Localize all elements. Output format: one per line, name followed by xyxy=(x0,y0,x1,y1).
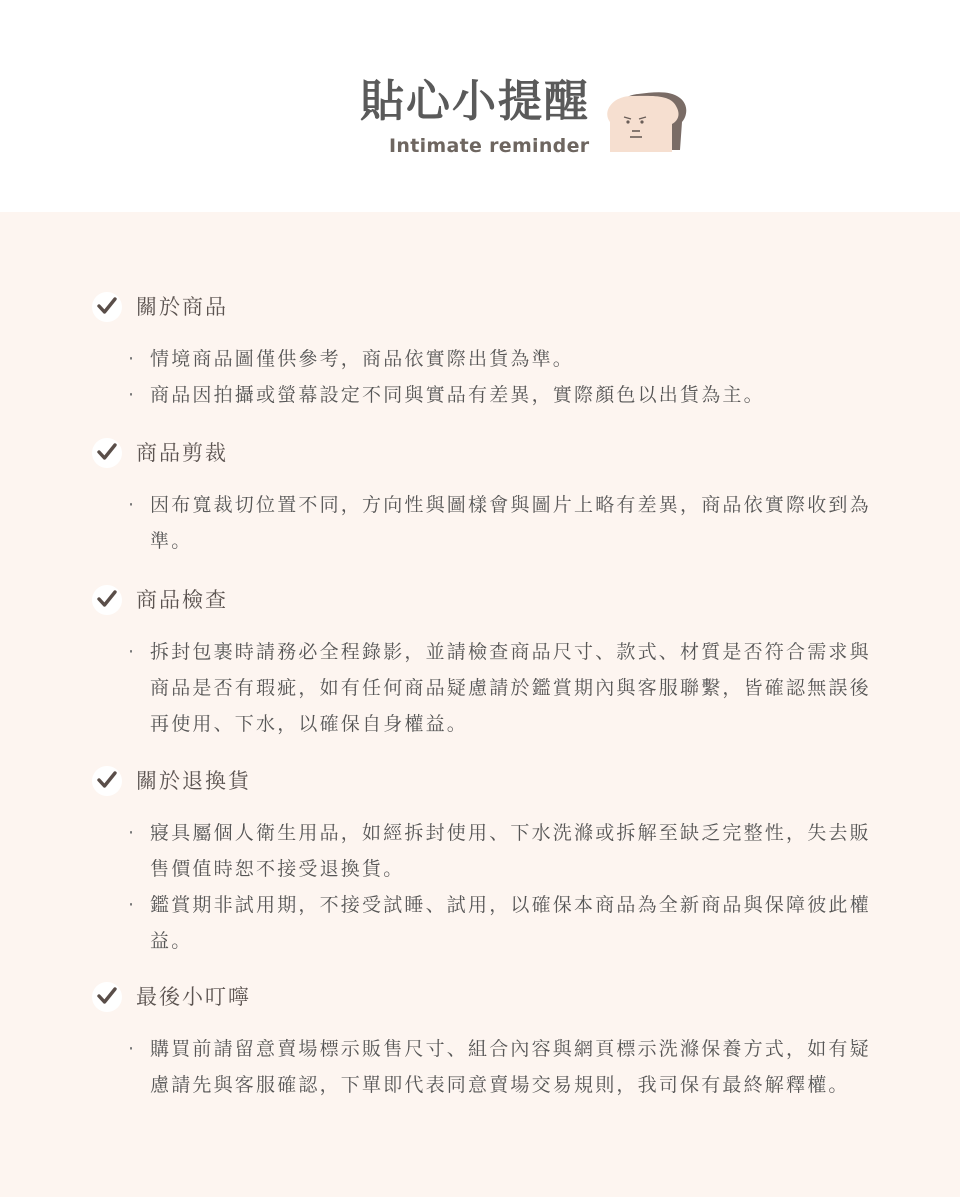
section-title: 關於商品 xyxy=(136,295,228,319)
section-about-product xyxy=(92,292,882,413)
check-icon xyxy=(92,292,122,322)
section-product-cutting xyxy=(92,438,882,559)
section-title: 關於退換貨 xyxy=(136,769,251,793)
header xyxy=(0,0,960,212)
reminder-content xyxy=(0,212,960,1197)
list-item: · 鑑賞期非試用期，不接受試睡、試用，以確保本商品為全新商品與保障彼此權益。 xyxy=(128,894,871,952)
section-returns xyxy=(92,766,882,959)
section-title: 商品剪裁 xyxy=(136,441,228,465)
section-title: 最後小叮嚀 xyxy=(136,985,251,1009)
section-product-inspection xyxy=(92,585,882,742)
page-subtitle: Intimate reminder xyxy=(389,135,590,157)
list-item: · 商品因拍攝或螢幕設定不同與實品有差異，實際顏色以出貨為主。 xyxy=(128,384,765,406)
check-icon xyxy=(92,438,122,468)
list-item: · 拆封包裹時請務必全程錄影，並請檢查商品尺寸、款式、材質是否符合需求與商品是否有瑕疵，如有任何商品疑慮請於鑑賞期內與客服聯繫，皆確認無誤後再使用、下水，以確保自身權益。 xyxy=(128,641,871,735)
section-title: 商品檢查 xyxy=(136,588,228,612)
toast-bread-face-icon xyxy=(606,86,690,158)
list-item: · 因布寬裁切位置不同，方向性與圖樣會與圖片上略有差異，商品依實際收到為準。 xyxy=(128,494,871,552)
list-item: · 購買前請留意賣場標示販售尺寸、組合內容與網頁標示洗滌保養方式，如有疑慮請先與客服確認，下單即代表同意賣場交易規則，我司保有最終解釋權。 xyxy=(128,1038,871,1096)
section-final-reminder xyxy=(92,982,882,1103)
page-title: 貼心小提醒 xyxy=(360,76,590,127)
list-item: · 寢具屬個人衛生用品，如經拆封使用、下水洗滌或拆解至缺乏完整性，失去販售價值時恕不接受退換貨。 xyxy=(128,822,871,880)
check-icon xyxy=(92,766,122,796)
list-item: · 情境商品圖僅供參考，商品依實際出貨為準。 xyxy=(128,348,575,370)
check-icon xyxy=(92,982,122,1012)
check-icon xyxy=(92,585,122,615)
